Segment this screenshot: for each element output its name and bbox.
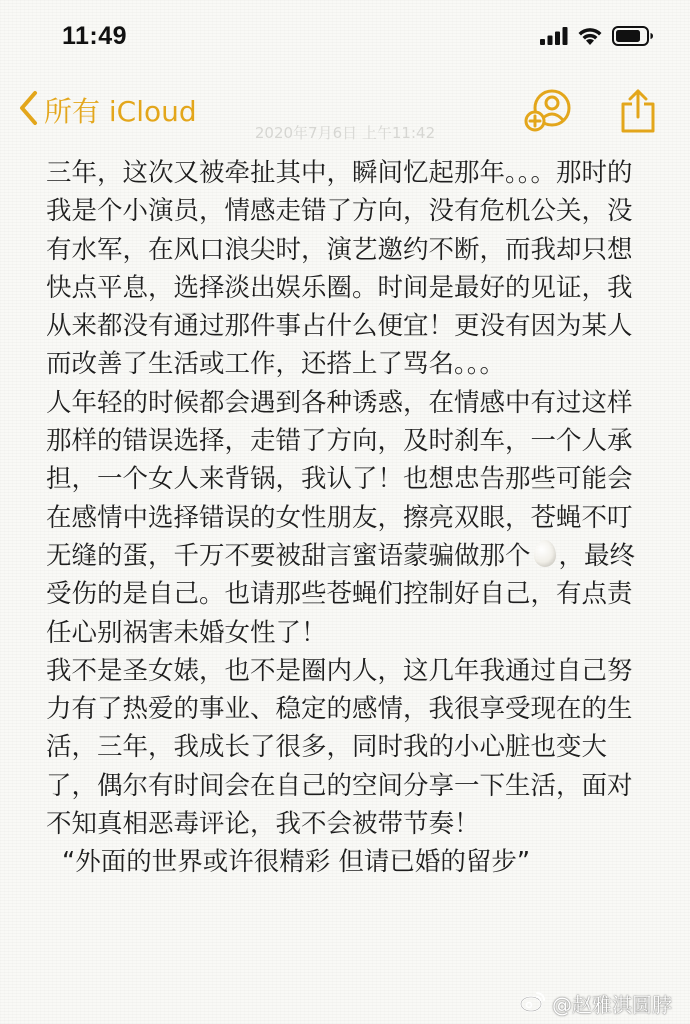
back-label: 所有 iCloud [44,95,197,128]
note-paragraph-2-part-2: ，最终受伤的是自己。也请那些苍蝇们控制好自己，有点责任心别祸害未婚女性了！ [46,540,636,648]
share-icon [618,119,658,138]
status-time: 11:49 [62,22,128,50]
note-paragraph-3: 我不是圣女婊，也不是圈内人，这几年我通过自己努力有了热爱的事业、稳定的感情，我很享受现在的生活，三年，我成长了很多，同时我的小心脏也变大了，偶尔有时间会在自己的空间分享一下生活，面对不知真相恶毒评论，我不会被带节奏！ [46,655,633,840]
note-date: 2020年7月6日 上午11:42 [254,124,436,142]
battery-icon [612,26,654,50]
note-paragraph-2 [46,384,656,652]
status-icons [540,26,654,50]
egg-emoji-icon [534,540,556,567]
weibo-logo-icon [520,990,546,1017]
cellular-signal-icon [540,27,568,49]
wifi-icon [576,26,604,50]
note-body[interactable] [46,154,656,882]
note-quote: “外面的世界或许很精彩 但请已婚的留步” [62,847,531,878]
add-person-button[interactable] [524,88,574,132]
watermark [520,989,672,1018]
note-paragraph-1: 三年，这次又被牵扯其中，瞬间忆起那年。。。那时的我是个小演员，情感走错了方向，没有危机公关，没有水军，在风口浪尖时，演艺邀约不断，而我却只想快点平息，选择淡出娱乐圈。时间是最好的见证，我从来都没有通过那件事占什么便宜！更没有因为某人而改善了生活或工作，还搭上了骂名。。。 [46,158,633,380]
note-paragraph-2-part-1: 人年轻的时候都会遇到各种诱惑，在情感中有过这样那样的错误选择，走错了方向，及时刹车，一个人承担，一个女人来背锅，我认了！也想忠告那些可能会在感情中选择错误的女性朋友，擦亮双眼，苍蝇不叮无缝的蛋，千万不要被甜言蜜语蒙骗做那个 [46,387,633,571]
share-button[interactable] [618,88,658,134]
status-bar [0,0,690,70]
add-person-icon [524,117,574,136]
nav-bar [0,84,690,140]
watermark-text: @赵雅淇圆脖 [552,993,672,1017]
